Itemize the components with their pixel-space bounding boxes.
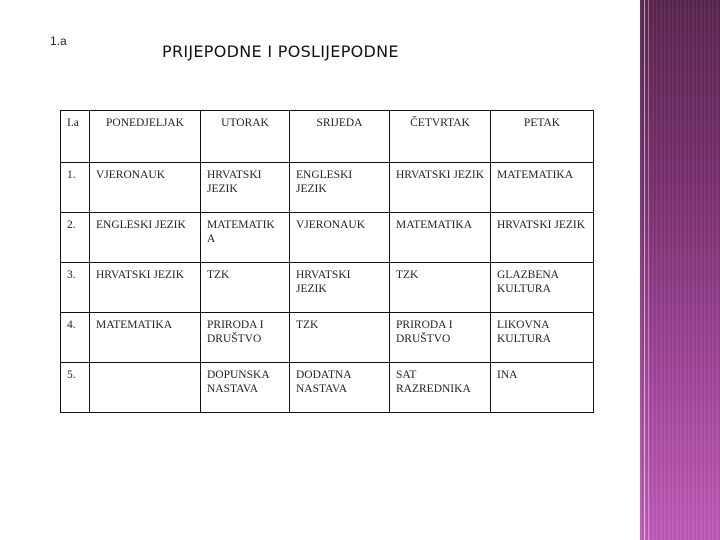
table-cell: VJERONAUK [290, 213, 390, 263]
table-cell: ENGLESKI JEZIK [290, 163, 390, 213]
decorative-side-bar [640, 0, 720, 540]
table-cell: PRIRODA I DRUŠTVO [390, 313, 491, 363]
table-cell: TZK [201, 263, 290, 313]
table-cell: MATEMATIKA [90, 313, 201, 363]
period-number: 4. [61, 313, 90, 363]
period-number: 3. [61, 263, 90, 313]
header-tuesday: UTORAK [201, 111, 290, 163]
table-row [61, 263, 594, 313]
slide-number: 1.a [50, 34, 67, 48]
table-cell: HRVATSKI JEZIK [90, 263, 201, 313]
table-cell: HRVATSKI JEZIK [491, 213, 594, 263]
table-cell: INA [491, 363, 594, 413]
table-row [61, 313, 594, 363]
header-monday: PONEDJELJAK [90, 111, 201, 163]
table-cell: PRIRODA I DRUŠTVO [201, 313, 290, 363]
table-cell: DOPUNSKA NASTAVA [201, 363, 290, 413]
table-cell: DODATNA NASTAVA [290, 363, 390, 413]
table-row [61, 213, 594, 263]
period-number: 5. [61, 363, 90, 413]
header-friday: PETAK [491, 111, 594, 163]
table-cell: GLAZBENA KULTURA [491, 263, 594, 313]
table-cell: ENGLESKI JEZIK [90, 213, 201, 263]
table-cell: HRVATSKI JEZIK [290, 263, 390, 313]
schedule-table [60, 110, 594, 413]
table-cell: TZK [290, 313, 390, 363]
period-number: 1. [61, 163, 90, 213]
table-cell: SAT RAZREDNIKA [390, 363, 491, 413]
table-row [61, 363, 594, 413]
table-cell: HRVATSKI JEZIK [390, 163, 491, 213]
table-cell: LIKOVNA KULTURA [491, 313, 594, 363]
header-class: I.a [61, 111, 90, 163]
slide-title: PRIJEPODNE I POSLIJEPODNE [162, 42, 399, 61]
table-cell [90, 363, 201, 413]
period-number: 2. [61, 213, 90, 263]
table-cell: MATEMATIKA [491, 163, 594, 213]
header-wednesday: SRIJEDA [290, 111, 390, 163]
table-cell: HRVATSKI JEZIK [201, 163, 290, 213]
table-cell: MATEMATIK A [201, 213, 290, 263]
header-thursday: ČETVRTAK [390, 111, 491, 163]
table-row [61, 163, 594, 213]
table-cell: VJERONAUK [90, 163, 201, 213]
table-header-row [61, 111, 594, 163]
table-cell: MATEMATIKA [390, 213, 491, 263]
table-cell: TZK [390, 263, 491, 313]
